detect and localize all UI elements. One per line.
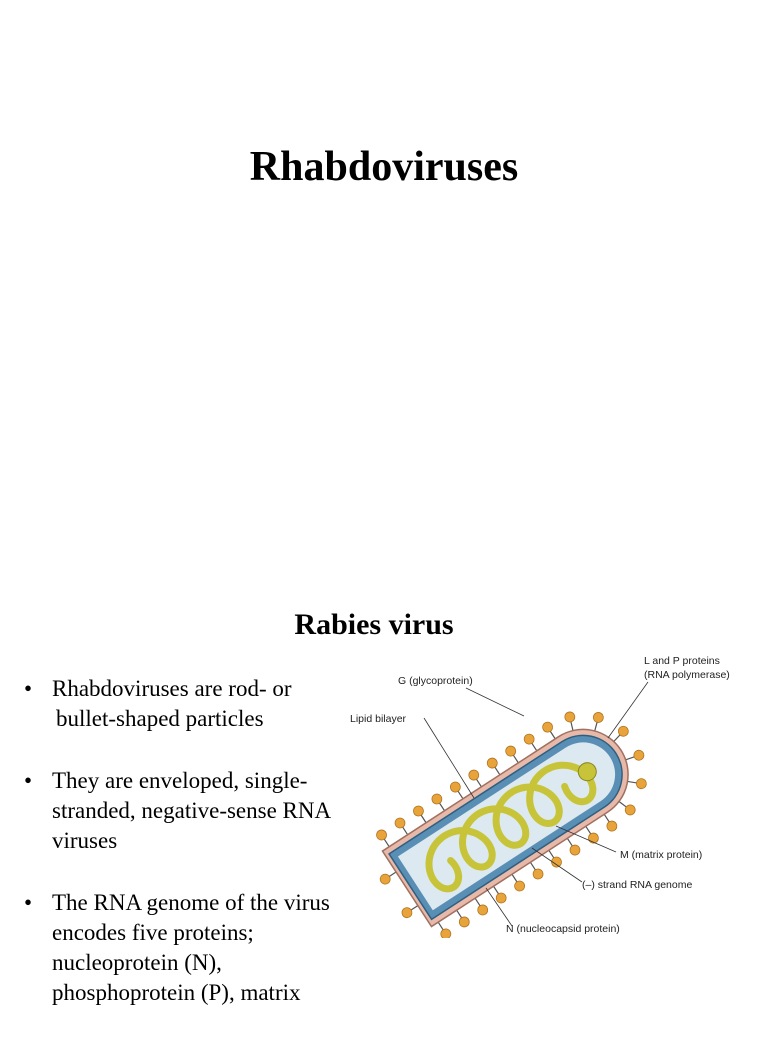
label-lp-2: (RNA polymerase): [644, 669, 730, 681]
bullet-text: The RNA genome of the virus: [52, 890, 330, 915]
spike-head: [457, 915, 471, 929]
spike-head: [467, 768, 481, 782]
spike-head: [623, 803, 637, 817]
spike-head: [541, 720, 555, 734]
bullet-list: [24, 674, 374, 1040]
slide-2: [0, 560, 768, 1024]
spike-head: [563, 710, 577, 724]
bullet-dot: •: [24, 768, 33, 793]
bullet-item-1: [24, 674, 374, 734]
bullet-text: nucleoprotein (N),: [52, 950, 222, 975]
label-rna: (–) strand RNA genome: [582, 879, 693, 891]
bullet-text: phosphoprotein (P), matrix: [52, 980, 301, 1005]
bullet-dot: •: [24, 676, 33, 701]
spike-head: [632, 748, 646, 762]
spike-head: [568, 843, 582, 857]
spike-head: [550, 855, 564, 869]
spike-head: [439, 927, 453, 938]
spike-head: [531, 867, 545, 881]
bullet-text: encodes five proteins;: [52, 920, 254, 945]
spike-head: [513, 879, 527, 893]
spike-head: [522, 732, 536, 746]
label-m: M (matrix protein): [620, 849, 703, 861]
spike-head: [378, 872, 392, 886]
spike-head: [393, 816, 407, 830]
bullet-dot: •: [24, 890, 33, 915]
spike-head: [605, 819, 619, 833]
label-g: G (glycoprotein): [398, 675, 473, 687]
spike-head: [375, 828, 389, 842]
spike-head: [587, 831, 601, 845]
bullet-text: viruses: [52, 828, 118, 853]
spike-head: [504, 744, 518, 758]
label-n: N (nucleocapsid protein): [506, 923, 620, 935]
slide-title-rabies: Rabies virus: [294, 608, 454, 641]
bullet-text: stranded, negative-sense RNA: [52, 798, 332, 823]
bullet-text: They are enveloped, single-: [52, 768, 308, 793]
spike-head: [430, 792, 444, 806]
rabies-virus-diagram: [346, 648, 756, 938]
spike-head: [412, 804, 426, 818]
leader-g: [466, 688, 524, 716]
bullet-item-3: [24, 888, 374, 1008]
label-lipid: Lipid bilayer: [350, 713, 407, 725]
leader-lipid: [424, 718, 474, 798]
spike-head: [476, 903, 490, 917]
spike-head: [448, 780, 462, 794]
bullet-text: Rhabdoviruses are rod- or: [52, 676, 292, 701]
slide-title: Rhabdoviruses: [249, 144, 519, 190]
label-lp-1: L and P proteins: [644, 655, 720, 667]
spike-head: [634, 777, 648, 791]
bullet-item-2: [24, 766, 374, 856]
spike-head: [485, 756, 499, 770]
spike-head: [591, 711, 605, 725]
spike-head: [400, 906, 414, 920]
bullet-text: bullet-shaped particles: [56, 706, 264, 731]
